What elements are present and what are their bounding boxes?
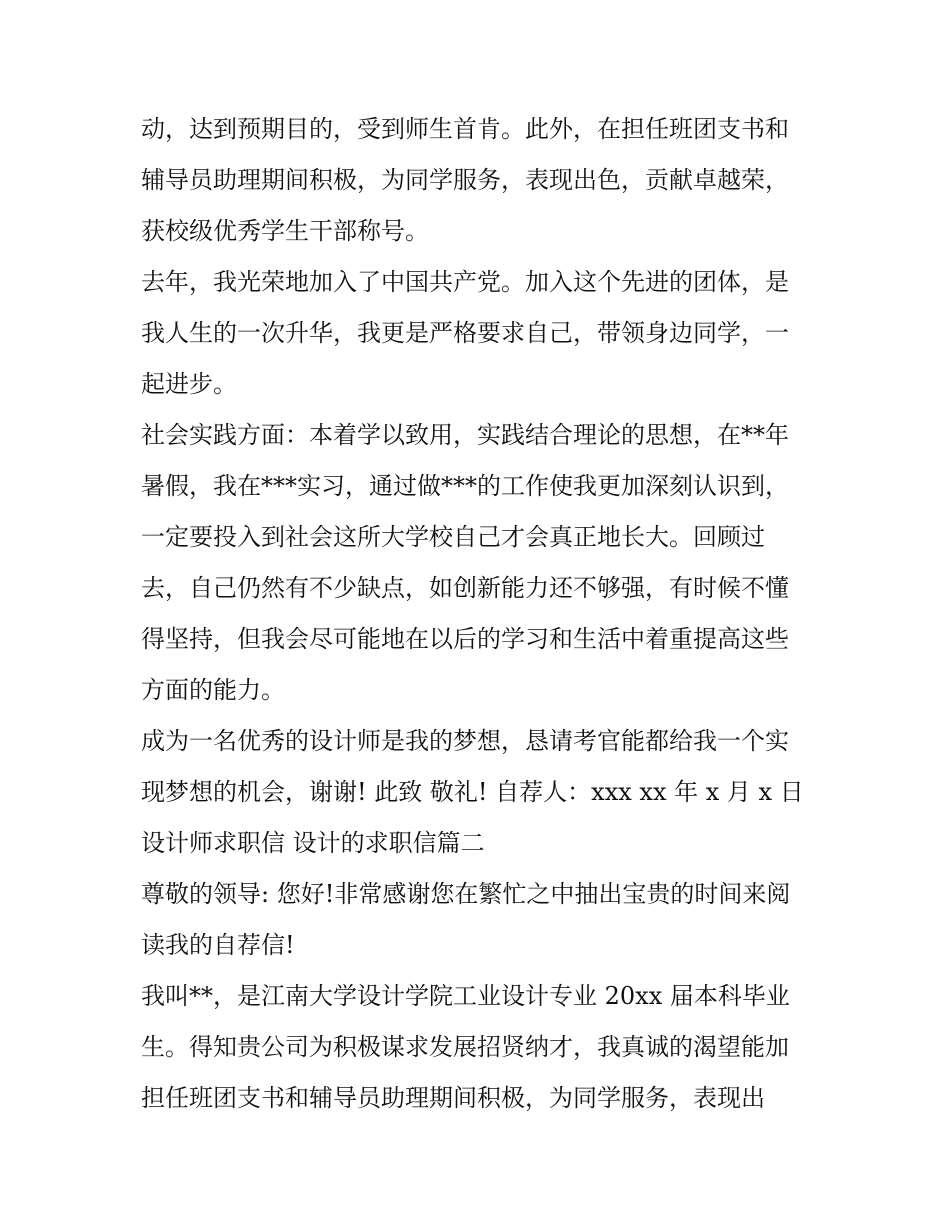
text-line: 我叫**，是江南大学设计学院工业设计专业 20xx 届本科毕业 xyxy=(141,982,790,1010)
text-line: 动，达到预期目的，受到师生首肯。此外，在担任班团支书和 xyxy=(141,115,789,143)
text-line: 暑假，我在***实习，通过做***的工作使我更加深刻认识到， xyxy=(141,472,789,500)
text-line: 我人生的一次升华，我更是严格要求自己，带领身边同学，一 xyxy=(141,319,789,347)
text-line: 获校级优秀学生干部称号。 xyxy=(141,217,429,245)
text-line: 去年，我光荣地加入了中国共产党。加入这个先进的团体，是 xyxy=(141,268,789,296)
document-body xyxy=(141,104,821,1124)
text-line: 得坚持，但我会尽可能地在以后的学习和生活中着重提高这些 xyxy=(141,625,789,653)
text-line: 现梦想的机会，谢谢! 此致 敬礼! 自荐人：xxx xx 年 x 月 x 日 xyxy=(141,778,804,806)
text-line: 读我的自荐信! xyxy=(141,931,295,959)
text-line: 尊敬的领导: 您好!非常感谢您在繁忙之中抽出宝贵的时间来阅 xyxy=(141,880,791,908)
text-line: 一定要投入到社会这所大学校自己才会真正地长大。回顾过 xyxy=(141,523,765,551)
text-line: 成为一名优秀的设计师是我的梦想，恳请考官能都给我一个实 xyxy=(141,727,789,755)
text-line: 辅导员助理期间积极，为同学服务，表现出色，贡献卓越荣， xyxy=(141,166,789,194)
section-title: 设计师求职信 设计的求职信篇二 xyxy=(141,829,485,857)
text-line: 社会实践方面：本着学以致用，实践结合理论的思想，在**年 xyxy=(141,421,789,449)
text-line: 去，自己仍然有不少缺点，如创新能力还不够强，有时候不懂 xyxy=(141,574,789,602)
text-line: 生。得知贵公司为积极谋求发展招贤纳才，我真诚的渴望能加 xyxy=(141,1033,789,1061)
text-line: 担任班团支书和辅导员助理期间积极，为同学服务，表现出 xyxy=(141,1084,765,1112)
text-line: 起进步。 xyxy=(141,370,237,398)
text-line: 方面的能力。 xyxy=(141,676,285,704)
